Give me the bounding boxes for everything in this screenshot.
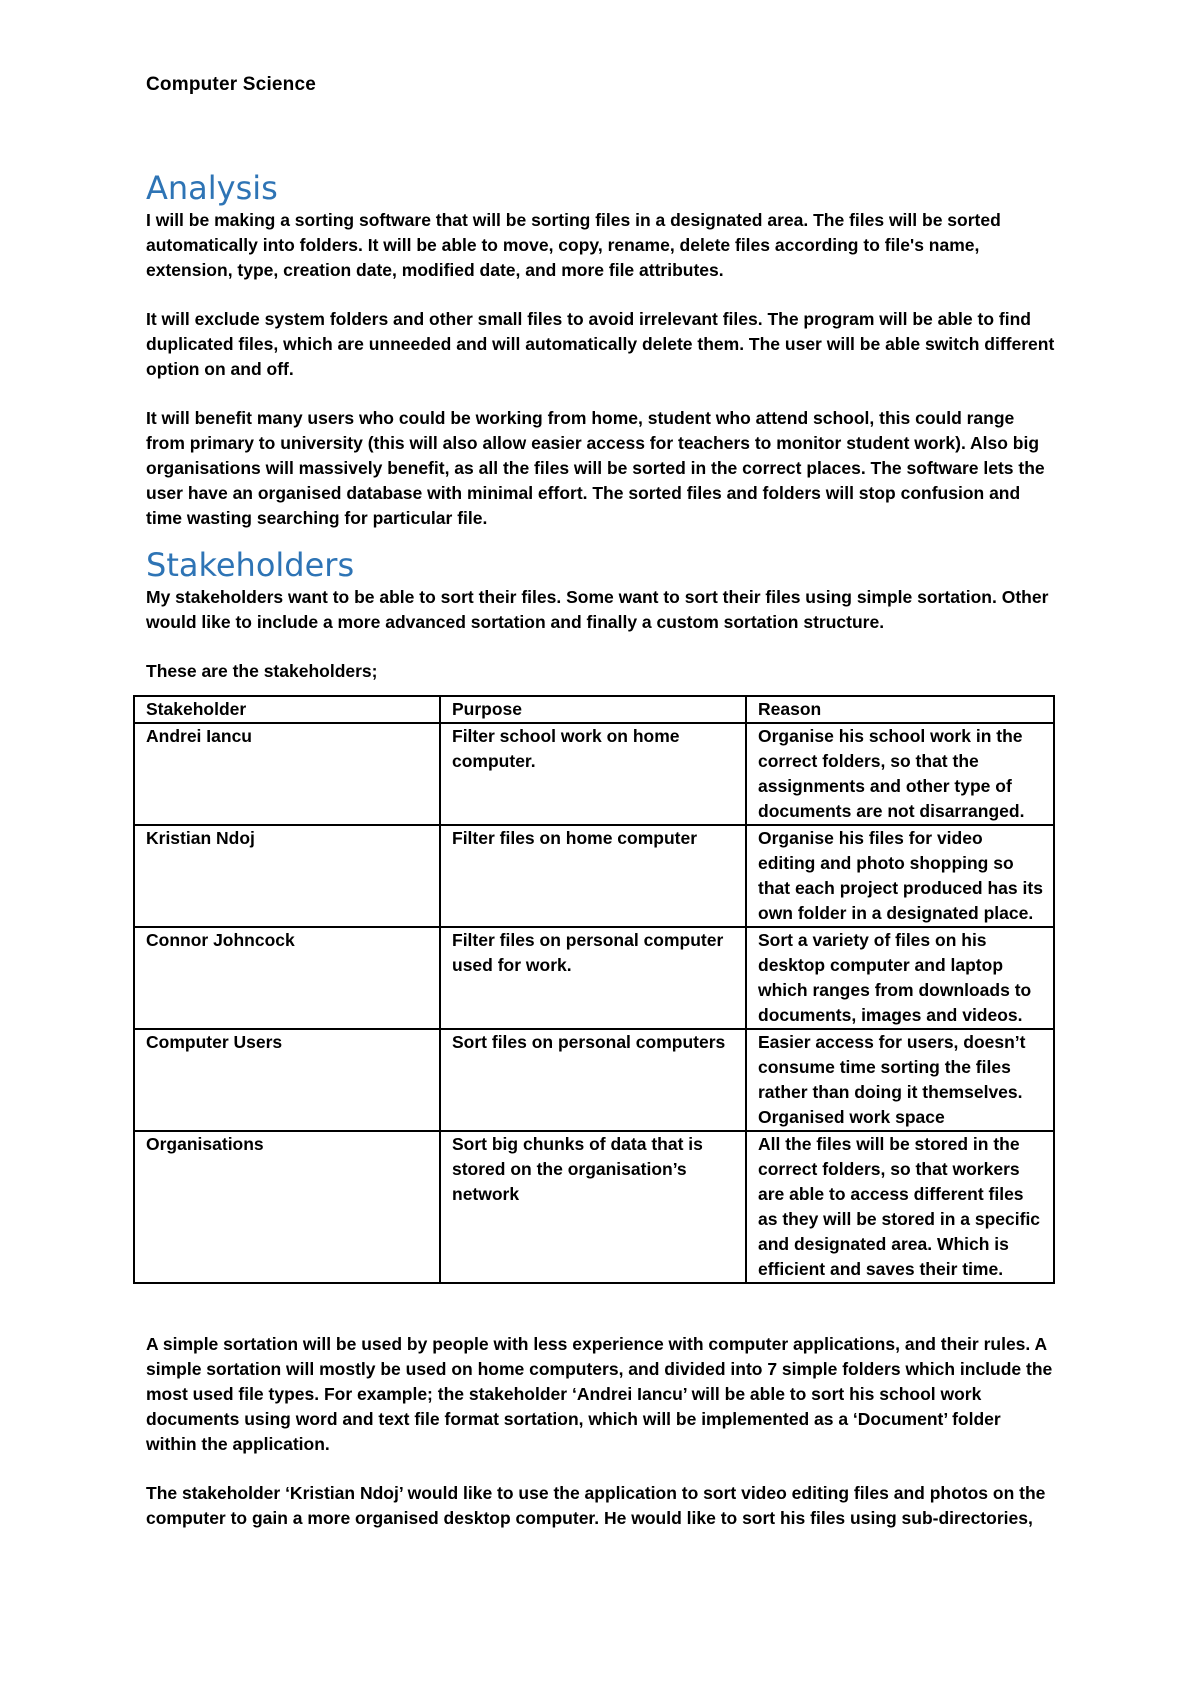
table-cell-stakeholder: Andrei Iancu: [134, 723, 440, 825]
analysis-heading: Analysis: [146, 169, 278, 207]
stakeholders-table-intro: These are the stakeholders;: [146, 661, 378, 681]
table-header-purpose: Purpose: [440, 696, 746, 723]
stakeholders-table-wrapper: [133, 695, 1053, 1284]
table-cell-purpose: Sort files on personal computers: [440, 1029, 746, 1131]
sortation-paragraph-1: A simple sortation will be used by people with less experience with computer applications, and their rules. A simple sortation will mostly be used on home computers, and divided into 7 simple folders which include the most used file types. For example; the stakeholder ‘Andrei Iancu’ will be able to sort his school work documents using word and text file format sortation, which will be implemented as a ‘Document’ folder within the application.: [146, 1334, 1053, 1454]
table-cell-reason: Organise his files for video editing and photo shopping so that each project produced has its own folder in a designated place.: [746, 825, 1054, 927]
table-header-reason: Reason: [746, 696, 1054, 723]
table-cell-reason: Sort a variety of files on his desktop computer and laptop which ranges from downloads to documents, images and videos.: [746, 927, 1054, 1029]
table-cell-purpose: Filter files on personal computer used for work.: [440, 927, 746, 1029]
table-cell-reason: All the files will be stored in the correct folders, so that workers are able to access different files as they will be stored in a specific and designated area. Which is efficient and saves their time.: [746, 1131, 1054, 1283]
page-content: [146, 168, 1056, 1531]
table-cell-stakeholder: Kristian Ndoj: [134, 825, 440, 927]
stakeholders-intro: My stakeholders want to be able to sort their files. Some want to sort their files using simple sortation. Other would like to include a more advanced sortation and finally a custom sortation structure.: [146, 587, 1049, 632]
table-cell-reason: Easier access for users, doesn’t consume time sorting the files rather than doing it themselves. Organised work space: [746, 1029, 1054, 1131]
table-cell-purpose: Sort big chunks of data that is stored on the organisation’s network: [440, 1131, 746, 1283]
stakeholders-table: [133, 695, 1055, 1284]
table-cell-stakeholder: Connor Johncock: [134, 927, 440, 1029]
table-cell-stakeholder: Computer Users: [134, 1029, 440, 1131]
table-row: [134, 1131, 1054, 1283]
table-row: [134, 927, 1054, 1029]
analysis-paragraph-3: It will benefit many users who could be working from home, student who attend school, this could range from primary to university (this will also allow easier access for teachers to monitor student work). Also big organisations will massively benefit, as all the files will be sorted in the correct places. The software lets the user have an organised database with minimal effort. The sorted files and folders will stop confusion and time wasting searching for particular file.: [146, 408, 1045, 528]
table-header-row: [134, 696, 1054, 723]
table-cell-reason: Organise his school work in the correct folders, so that the assignments and other type of documents are not disarranged.: [746, 723, 1054, 825]
sortation-paragraph-2: The stakeholder ‘Kristian Ndoj’ would like to use the application to sort video editing files and photos on the computer to gain a more organised desktop computer. He would like to sort his files using sub-directories,: [146, 1483, 1046, 1528]
table-row: [134, 825, 1054, 927]
analysis-paragraph-2: It will exclude system folders and other small files to avoid irrelevant files. The program will be able to find duplicated files, which are unneeded and will automatically delete them. The user will be able switch different option on and off.: [146, 309, 1055, 379]
table-header-stakeholder: Stakeholder: [134, 696, 440, 723]
stakeholders-heading: Stakeholders: [146, 546, 355, 584]
table-row: [134, 1029, 1054, 1131]
table-cell-purpose: Filter school work on home computer.: [440, 723, 746, 825]
table-cell-purpose: Filter files on home computer: [440, 825, 746, 927]
analysis-paragraph-1: I will be making a sorting software that will be sorting files in a designated area. The files will be sorted automatically into folders. It will be able to move, copy, rename, delete files according to file's name, extension, type, creation date, modified date, and more file attributes.: [146, 210, 1001, 280]
table-row: [134, 723, 1054, 825]
table-cell-stakeholder: Organisations: [134, 1131, 440, 1283]
page-header: Computer Science: [146, 74, 317, 95]
